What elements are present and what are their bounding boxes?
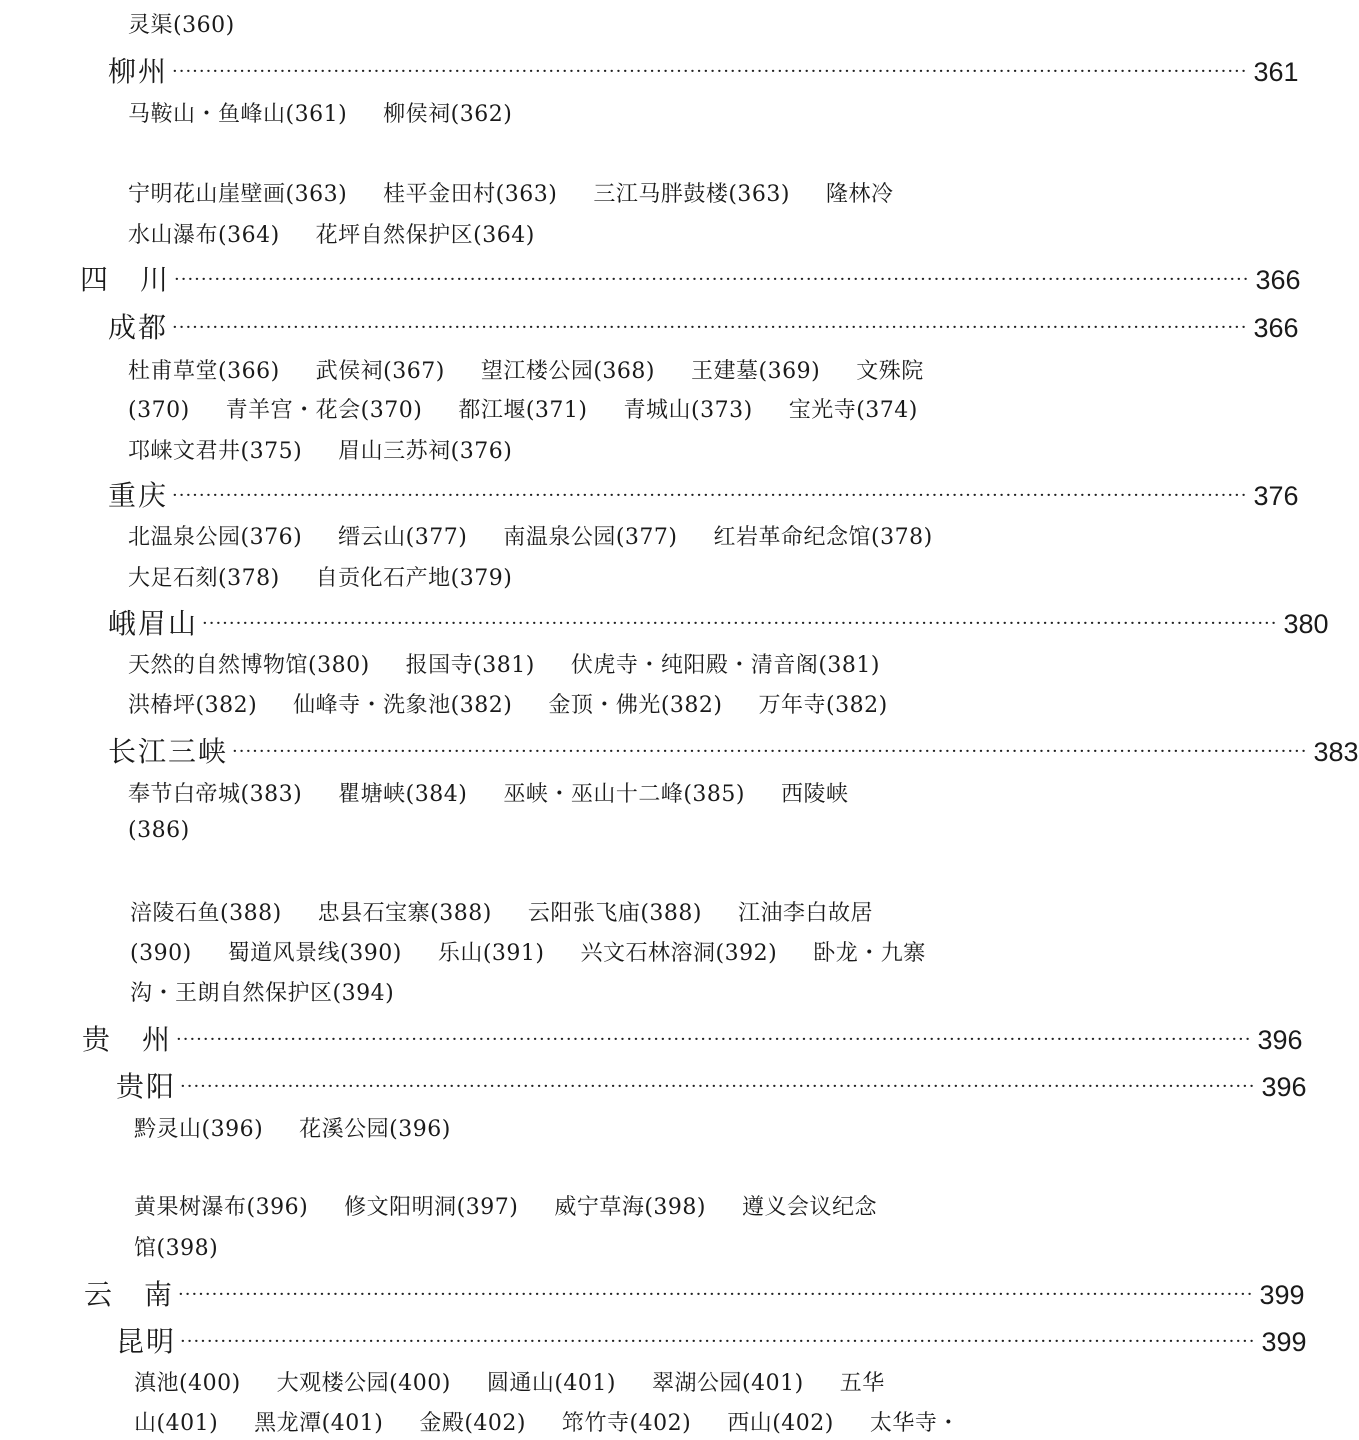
toc-subentry-line [128,393,954,424]
toc-entry-title: 成都 [108,311,169,344]
toc-city-entry [108,50,1299,90]
toc-entry-title: 昆明 [116,1325,177,1358]
toc-subentry: 青城山(373) [623,398,753,423]
toc-subentry: 望江楼公园(368) [480,359,656,384]
toc-page-number: 396 [1257,1025,1303,1055]
dot-leader: ································································································································································ [176,1029,1252,1050]
toc-city-entry [108,602,1329,642]
toc-subentry: 馆(398) [134,1236,219,1261]
toc-subentry-line [128,177,930,208]
dot-leader: ································································································································································ [178,1284,1254,1305]
toc-subentry: 卧龙・九寨 [813,941,926,966]
toc-subentry: 天然的自然博物馆(380) [128,653,370,678]
toc-subentry: 沟・王朗自然保护区(394) [130,981,395,1006]
toc-subentry: 圆通山(401) [486,1371,617,1396]
toc-subentry: 柳侯祠(362) [383,102,513,127]
toc-subentry: 金顶・佛光(382) [548,693,723,718]
toc-entry-title: 贵阳 [116,1070,177,1103]
toc-subentry: 报国寺(381) [405,653,535,678]
dot-leader: ································································································································································ [172,61,1248,82]
toc-page-number: 366 [1255,265,1301,295]
toc-subentry-line [128,520,969,551]
toc-subentry: 花坪自然保护区(364) [315,223,535,248]
toc-entry-title: 峨眉山 [108,607,199,640]
toc-subentry: 大观楼公园(400) [276,1371,451,1396]
toc-city-entry [108,306,1299,346]
toc-subentry: 桂平金田村(363) [383,182,558,207]
toc-subentry-line [128,218,571,249]
toc-city-entry [108,474,1299,514]
toc-subentry: 北温泉公园(376) [128,525,303,550]
toc-subentry: 马鞍山・鱼峰山(361) [128,102,348,127]
toc-subentry: 五华 [839,1371,885,1396]
toc-subentry: 文殊院 [856,359,924,384]
toc-subentry: 宁明花山崖壁画(363) [128,182,348,207]
toc-subentry: 遵义会议纪念 [742,1195,878,1220]
toc-subentry: 山(401) [134,1411,219,1436]
toc-subentry: 江油李白故居 [738,901,874,926]
toc-entry-title: 云 南 [84,1278,175,1311]
toc-subentry: 黄果树瀑布(396) [134,1195,309,1220]
toc-subentry: (390) [130,941,192,966]
toc-subentry-line [128,8,271,39]
toc-subentry-line [130,896,909,927]
toc-entry-title: 长江三峡 [108,735,229,768]
toc-subentry-line [134,1366,921,1397]
toc-subentry-line [134,1231,254,1262]
toc-subentry-line [128,354,960,385]
toc-page-number: 399 [1259,1280,1305,1310]
toc-subentry: 都江堰(371) [458,398,588,423]
toc-page-number: 366 [1253,313,1299,343]
toc-province-entry [84,1273,1305,1313]
toc-page-number: 376 [1253,481,1299,511]
dot-leader: ································································································································································ [232,741,1308,762]
dot-leader: ································································································································································ [202,613,1278,634]
toc-subentry: 巫峡・巫山十二峰(385) [503,782,746,807]
toc-subentry: 翠湖公园(401) [652,1371,804,1396]
toc-city-entry [108,730,1359,770]
dot-leader: ································································································································································ [172,317,1248,338]
toc-entry-title: 贵 州 [82,1023,173,1056]
toc-subentry: 蜀道风景线(390) [227,941,402,966]
toc-subentry: 修文阳明洞(397) [344,1195,519,1220]
toc-subentry: 洪椿坪(382) [128,693,258,718]
toc-page-number: 361 [1253,57,1299,87]
toc-subentry: 西陵峡 [781,782,849,807]
toc-subentry: 南温泉公园(377) [503,525,678,550]
toc-subentry: 杜甫草堂(366) [128,359,280,384]
dot-leader: ································································································································································ [174,269,1250,290]
toc-subentry: (370) [128,398,190,423]
toc-subentry: 黔灵山(396) [134,1117,264,1142]
toc-city-entry [116,1065,1307,1105]
toc-subentry-line [128,818,226,843]
toc-subentry-line [134,1190,913,1221]
toc-subentry: 灵渠(360) [128,13,235,38]
toc-subentry: 云阳张飞庙(388) [527,901,703,926]
toc-subentry-line [130,976,430,1007]
toc-subentry-line [128,777,885,808]
toc-subentry: 太华寺・ [869,1411,960,1436]
toc-entry-title: 四 川 [80,263,171,296]
toc-subentry: 黑龙潭(401) [254,1411,384,1436]
toc-subentry: 瞿塘峡(384) [338,782,468,807]
toc-subentry: 伏虎寺・纯阳殿・清音阁(381) [570,653,881,678]
toc-subentry: 青羊宫・花会(370) [225,398,423,423]
toc-subentry: (386) [128,818,190,843]
toc-subentry: 三江马胖鼓楼(363) [593,182,791,207]
toc-subentry: 大足石刻(378) [128,566,280,591]
toc-subentry: 涪陵石鱼(388) [130,901,282,926]
toc-subentry-line [134,1112,487,1143]
toc-subentry: 金殿(402) [419,1411,527,1436]
toc-subentry: 隆林冷 [826,182,894,207]
toc-subentry: 花溪公园(396) [299,1117,451,1142]
toc-subentry: 筇竹寺(402) [562,1411,692,1436]
toc-subentry-line [128,97,548,128]
toc-subentry-line [134,1406,996,1437]
toc-subentry: 缙云山(377) [338,525,468,550]
toc-subentry: 自贡化石产地(379) [315,566,513,591]
toc-subentry-line [128,561,548,592]
toc-province-entry [82,1018,1303,1058]
toc-subentry: 忠县石宝寨(388) [317,901,492,926]
toc-page-number: 380 [1283,609,1329,639]
toc-page-number: 396 [1261,1072,1307,1102]
toc-subentry: 滇池(400) [134,1371,241,1396]
toc-city-entry [116,1320,1307,1360]
toc-subentry: 奉节白帝城(383) [128,782,303,807]
toc-subentry: 万年寺(382) [758,693,888,718]
toc-subentry: 仙峰寺・洗象池(382) [293,693,513,718]
toc-province-entry [80,258,1301,298]
dot-leader: ································································································································································ [180,1331,1256,1352]
toc-page-number: 399 [1261,1327,1307,1357]
toc-subentry-line [130,936,962,967]
toc-subentry: 威宁草海(398) [554,1195,707,1220]
toc-subentry-line [128,434,548,465]
toc-subentry: 宝光寺(374) [788,398,918,423]
dot-leader: ································································································································································ [172,485,1248,506]
toc-page-number: 383 [1313,737,1359,767]
toc-subentry: 红岩革命纪念馆(378) [713,525,933,550]
toc-entry-title: 重庆 [108,479,169,512]
toc-subentry: 水山瀑布(364) [128,223,280,248]
dot-leader: ································································································································································ [180,1076,1256,1097]
toc-subentry: 武侯祠(367) [315,359,445,384]
toc-subentry-line [128,648,916,679]
toc-subentry: 西山(402) [727,1411,834,1436]
toc-subentry: 兴文石林溶洞(392) [580,941,778,966]
toc-subentry: 乐山(391) [437,941,545,966]
toc-entry-title: 柳州 [108,55,169,88]
toc-subentry-line [128,688,924,719]
toc-subentry: 邛崃文君井(375) [128,439,303,464]
toc-subentry: 王建墓(369) [691,359,821,384]
toc-subentry: 眉山三苏祠(376) [338,439,513,464]
